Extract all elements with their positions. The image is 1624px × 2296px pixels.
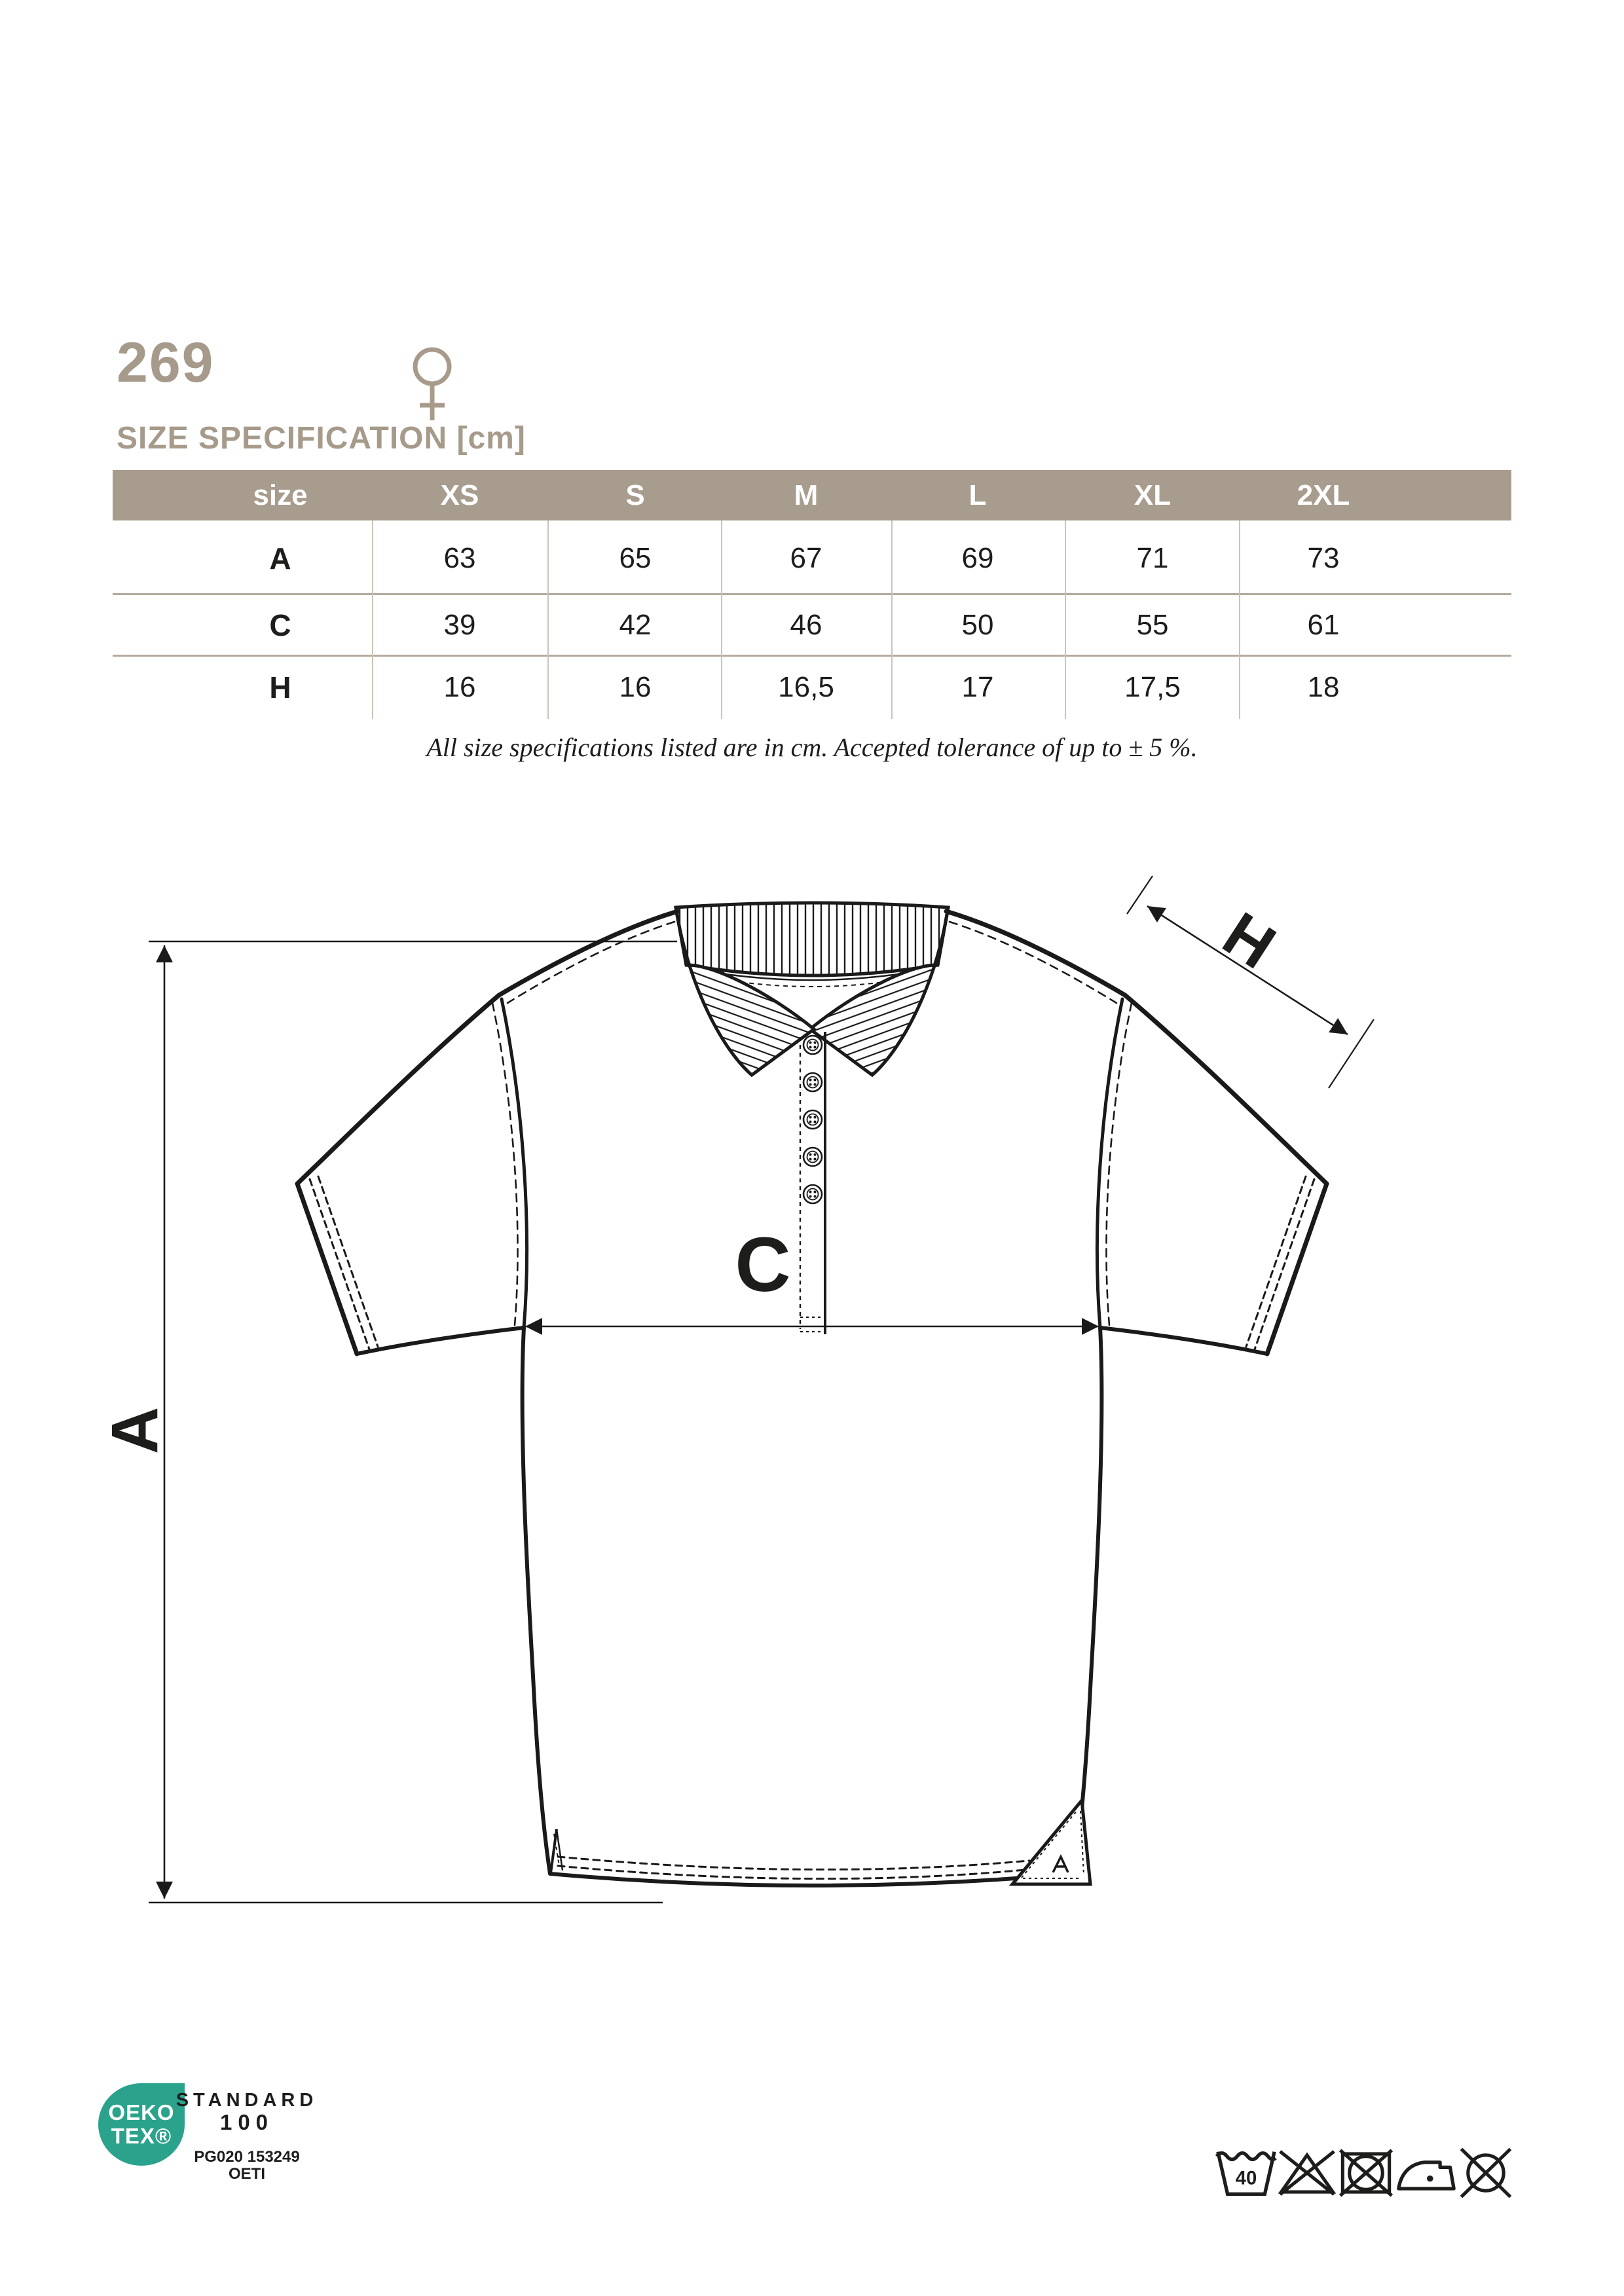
col-header-xs: XS [440, 479, 479, 511]
oeko-certificate-code: PG020 153249 [194, 2148, 300, 2166]
cell-a-xl: 71 [1136, 542, 1169, 574]
svg-text:40: 40 [1235, 2167, 1257, 2189]
hem-vent-right [1012, 1800, 1090, 1884]
dimension-label-a: A [98, 1406, 172, 1455]
cell-h-s: 16 [619, 671, 652, 703]
do-not-bleach-icon [1278, 2147, 1337, 2198]
cell-c-2xl: 61 [1307, 609, 1340, 641]
col-header-2xl: 2XL [1297, 479, 1350, 511]
section-title: SIZE SPECIFICATION [cm] [117, 421, 526, 456]
cell-h-2xl: 18 [1307, 671, 1340, 703]
oeko-logo-line1: OEKO [108, 2100, 175, 2124]
dimension-label-c: C [735, 1222, 791, 1308]
cell-c-m: 46 [790, 609, 822, 641]
dimension-label-h: H [1211, 898, 1287, 983]
col-header-size: size [253, 479, 308, 511]
oeko-logo-line2: TEX® [111, 2124, 172, 2148]
col-header-m: M [794, 479, 819, 511]
cell-a-l: 69 [961, 542, 994, 574]
cell-c-xs: 39 [443, 609, 476, 641]
cell-h-m: 16,5 [778, 671, 834, 703]
garment-outline [297, 911, 1327, 1886]
cell-c-s: 42 [619, 609, 652, 641]
oeko-standard-number: 100 [219, 2110, 274, 2134]
row-label-h: H [269, 670, 291, 704]
col-header-xl: XL [1134, 479, 1172, 511]
iron-one-dot-icon [1396, 2147, 1456, 2198]
cell-h-xl: 17,5 [1124, 671, 1181, 703]
cell-c-xl: 55 [1136, 609, 1169, 641]
oeko-tex-certificate [175, 2090, 318, 2183]
cell-a-s: 65 [619, 542, 652, 574]
cell-h-xs: 16 [443, 671, 476, 703]
wash-40-icon [1215, 2147, 1277, 2198]
tolerance-note: All size specifications listed are in cm. Accepted tolerance of up to ± 5 %. [426, 733, 1198, 762]
cell-a-m: 67 [790, 542, 822, 574]
cell-c-l: 50 [961, 609, 994, 641]
do-not-dry-clean-icon [1456, 2147, 1515, 2198]
cell-a-xs: 63 [443, 542, 476, 574]
col-header-s: S [625, 479, 645, 511]
care-symbols [1215, 2147, 1515, 2198]
oeko-standard-label: STANDARD [175, 2090, 318, 2111]
cell-h-l: 17 [961, 671, 994, 703]
product-code: 269 [117, 331, 215, 394]
do-not-tumble-dry-icon [1337, 2147, 1395, 2198]
row-label-a: A [269, 541, 291, 575]
cell-a-2xl: 73 [1307, 542, 1340, 574]
buttons [803, 1036, 822, 1203]
row-label-c: C [269, 608, 291, 642]
oeko-institute: OETI [228, 2165, 265, 2183]
col-header-l: L [969, 479, 987, 511]
oeko-tex-logo [98, 2083, 185, 2166]
